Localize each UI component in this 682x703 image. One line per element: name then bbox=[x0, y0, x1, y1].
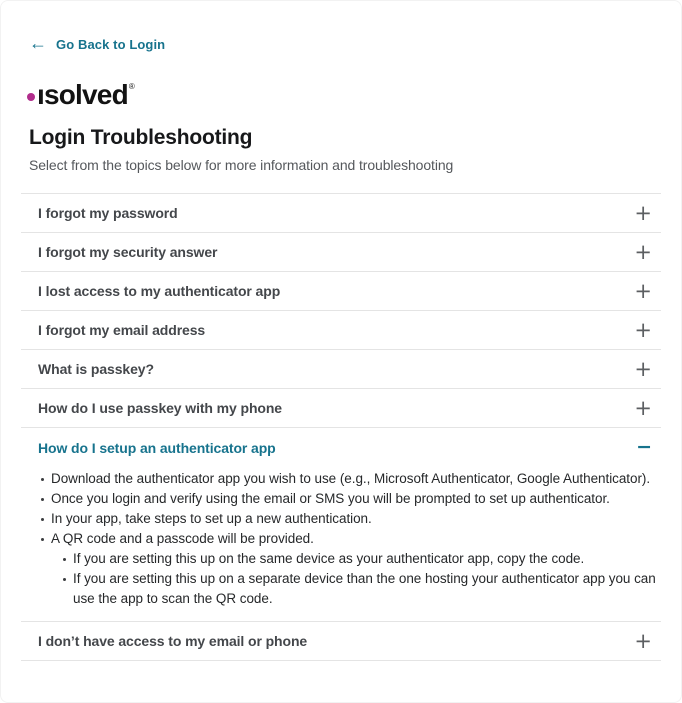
expand-plus-icon[interactable]: + bbox=[634, 317, 652, 342]
instruction-item: Download the authenticator app you wish to use (e.g., Microsoft Authenticator, Google Authenticator). bbox=[21, 469, 661, 489]
registered-trademark-symbol: ® bbox=[128, 82, 135, 91]
accordion-item-label: What is passkey? bbox=[38, 361, 154, 377]
accordion-item-what-is-passkey[interactable] bbox=[21, 350, 661, 389]
logo-wordmark: ısolved bbox=[37, 79, 128, 110]
logo-magenta-dot-icon bbox=[27, 93, 35, 101]
expand-plus-icon[interactable]: + bbox=[634, 628, 652, 653]
isolved-logo bbox=[27, 81, 681, 109]
accordion-item-label: I don’t have access to my email or phone bbox=[38, 633, 308, 649]
back-link-label: Go Back to Login bbox=[56, 36, 166, 52]
page-subtitle: Select from the topics below for more information and troubleshooting bbox=[29, 157, 454, 173]
setup-authenticator-content bbox=[21, 467, 661, 622]
expand-plus-icon[interactable]: + bbox=[634, 200, 652, 225]
expand-plus-icon[interactable]: + bbox=[634, 278, 652, 303]
accordion-item-lost-authenticator-access[interactable] bbox=[21, 272, 661, 311]
instruction-item: Once you login and verify using the email or SMS you will be prompted to set up authenticator. bbox=[21, 489, 661, 509]
back-arrow-icon: ← bbox=[29, 33, 47, 53]
accordion-item-label: I forgot my password bbox=[38, 205, 178, 221]
instruction-sub-item: If you are setting this up on a separate device than the one hosting your authenticator app you can use the app to scan the QR code. bbox=[21, 569, 661, 609]
instruction-list bbox=[21, 469, 661, 609]
accordion-item-forgot-password[interactable] bbox=[21, 194, 661, 233]
collapse-minus-icon[interactable]: − bbox=[636, 436, 652, 458]
accordion-item-label: How do I use passkey with my phone bbox=[38, 400, 282, 416]
accordion-item-passkey-with-phone[interactable] bbox=[21, 389, 661, 428]
accordion-item-forgot-email-address[interactable] bbox=[21, 311, 661, 350]
page-title: Login Troubleshooting bbox=[29, 126, 253, 149]
expand-plus-icon[interactable]: + bbox=[634, 395, 652, 420]
go-back-to-login-link[interactable] bbox=[29, 35, 165, 53]
accordion-item-forgot-security-answer[interactable] bbox=[21, 233, 661, 272]
expand-plus-icon[interactable]: + bbox=[634, 239, 652, 264]
troubleshooting-accordion bbox=[21, 193, 661, 661]
accordion-item-setup-authenticator-app[interactable] bbox=[21, 428, 661, 467]
accordion-item-label: How do I setup an authenticator app bbox=[38, 439, 276, 456]
accordion-item-no-email-or-phone-access[interactable] bbox=[21, 622, 661, 661]
expand-plus-icon[interactable]: + bbox=[634, 356, 652, 381]
accordion-item-label: I lost access to my authenticator app bbox=[38, 283, 281, 299]
accordion-item-label: I forgot my email address bbox=[38, 322, 206, 338]
instruction-sub-item: If you are setting this up on the same device as your authenticator app, copy the code. bbox=[21, 549, 661, 569]
instruction-item: A QR code and a passcode will be provided. bbox=[21, 529, 661, 549]
instruction-item: In your app, take steps to set up a new authentication. bbox=[21, 509, 661, 529]
accordion-item-label: I forgot my security answer bbox=[38, 244, 218, 260]
